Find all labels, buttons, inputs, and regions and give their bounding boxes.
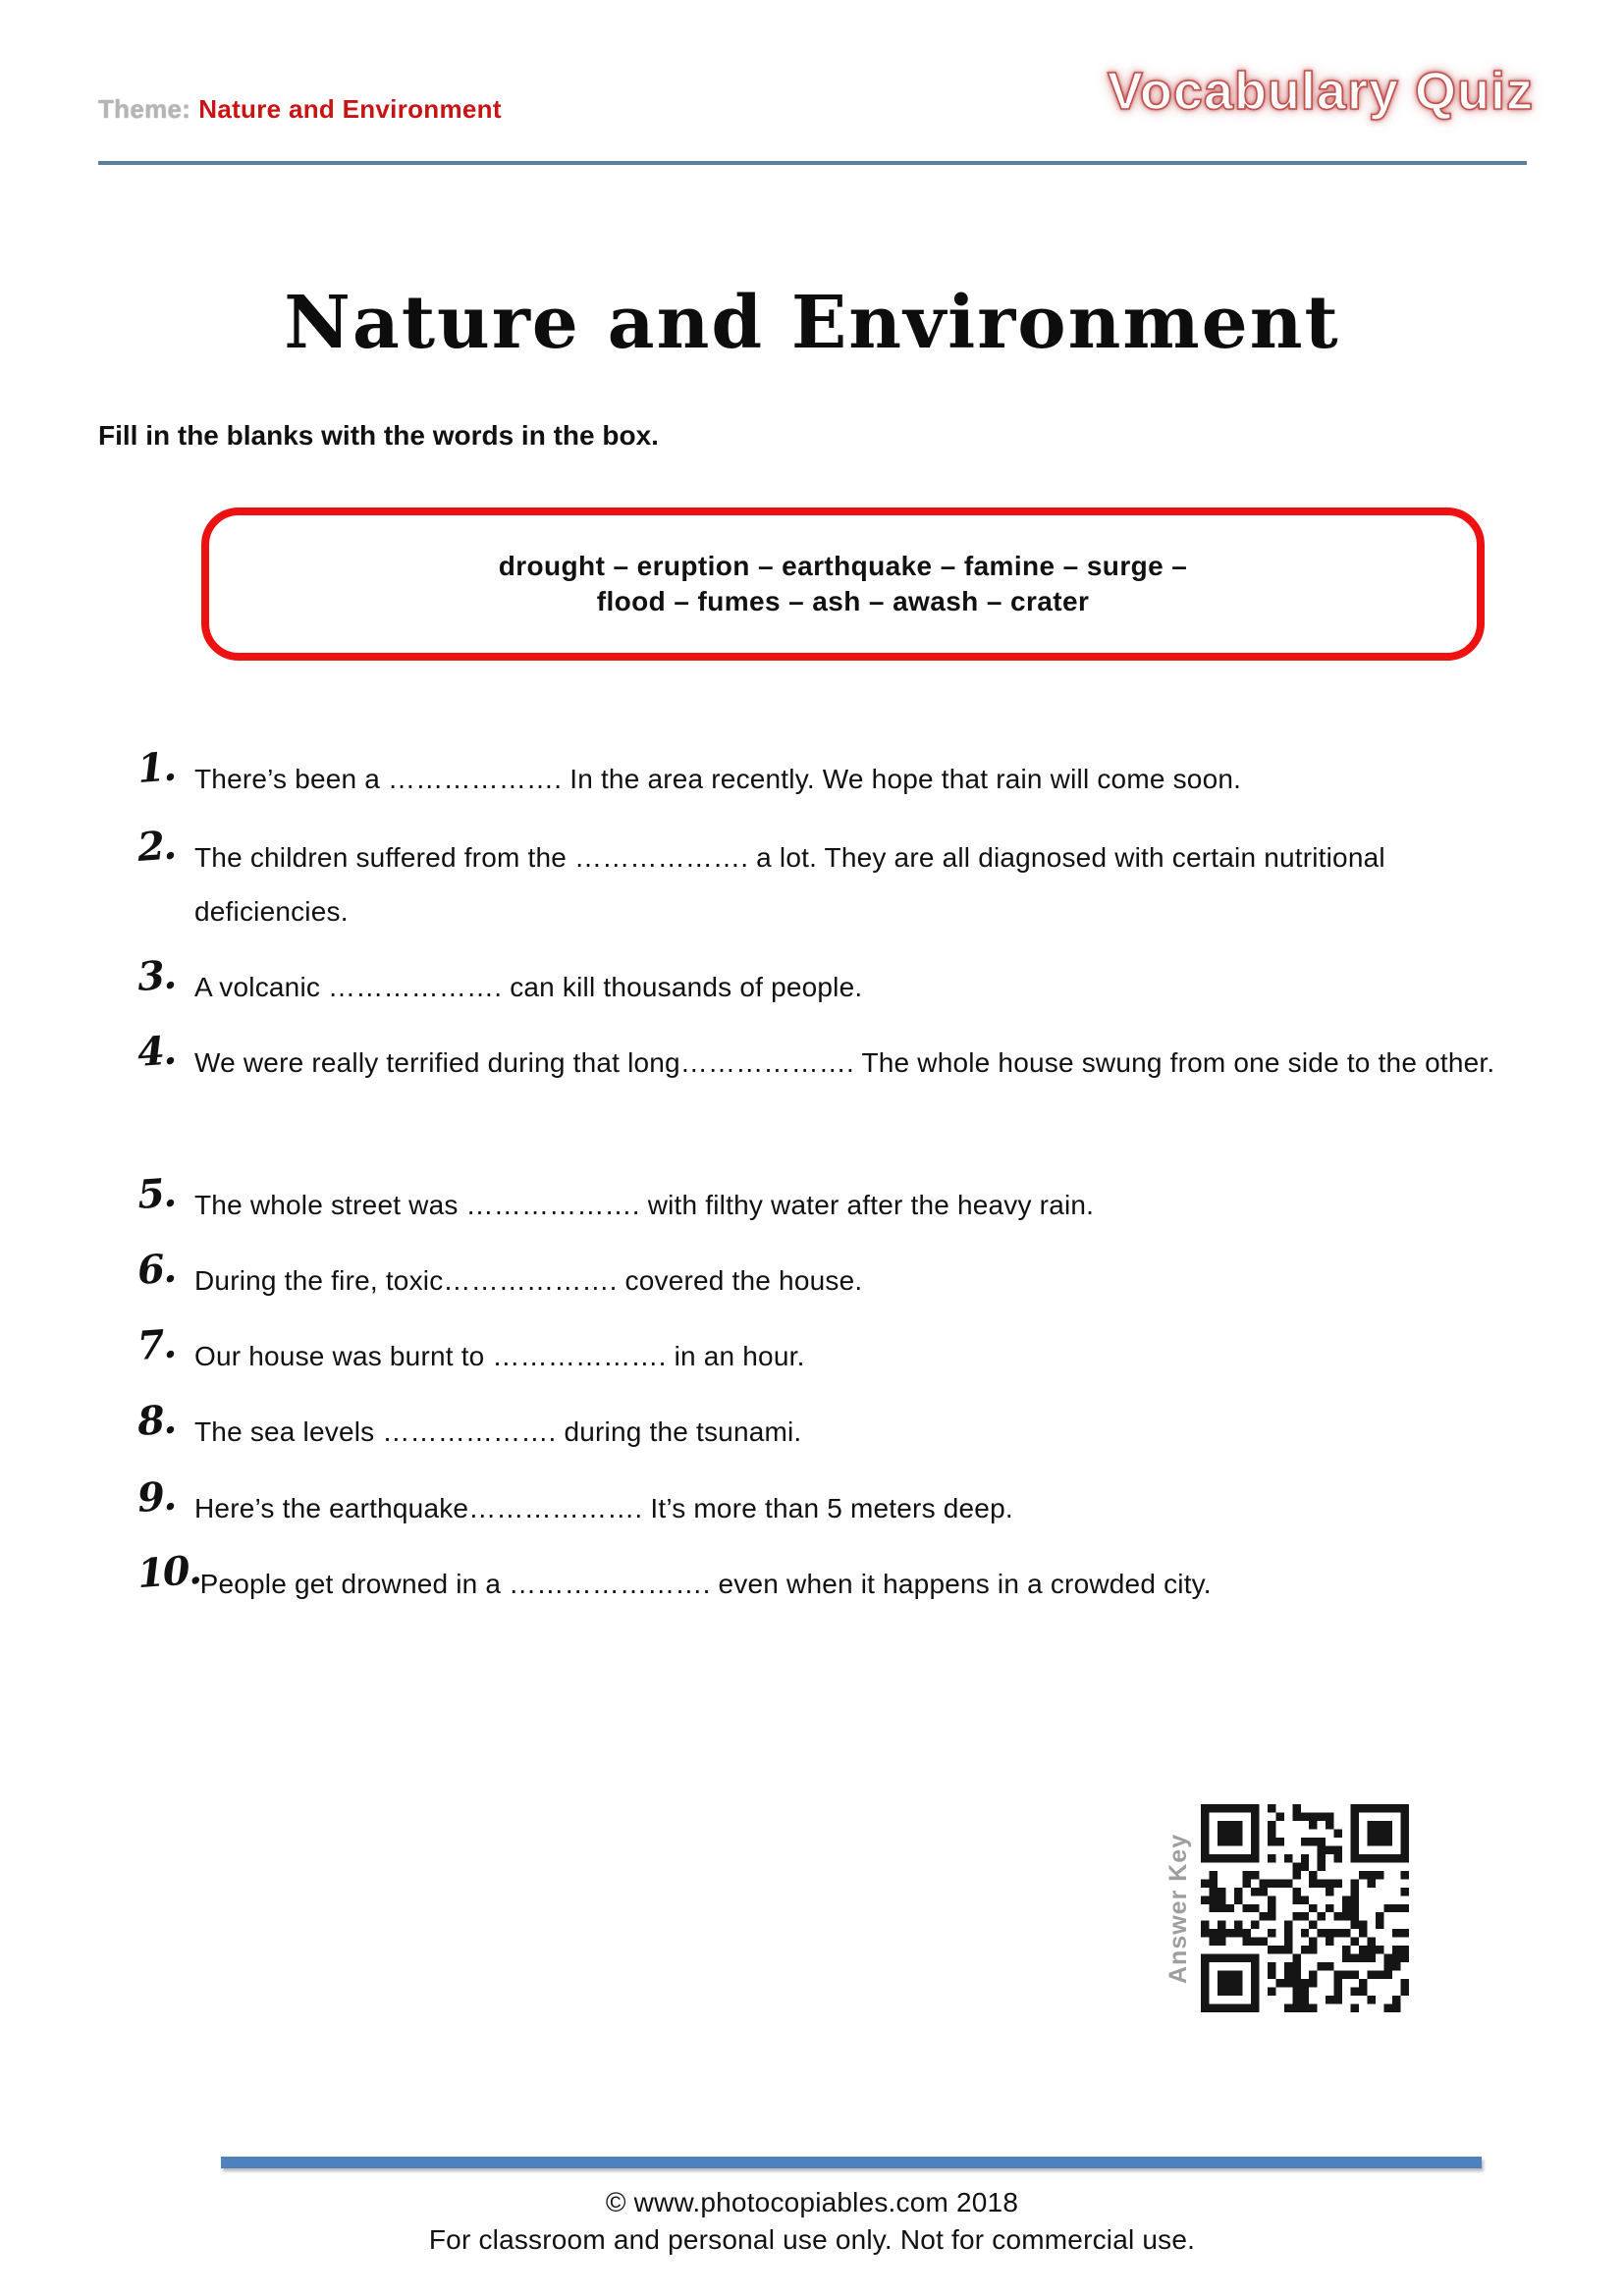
word-bank-box	[201, 507, 1485, 661]
question-text: Our house was burnt to ………………. in an hour.	[194, 1341, 805, 1371]
instruction-text: Fill in the blanks with the words in the box.	[98, 420, 659, 451]
question-text: People get drowned in a …………………. even when it happens in a crowded city.	[199, 1569, 1212, 1599]
question-item-7	[135, 1320, 1512, 1383]
header-divider	[98, 161, 1527, 165]
theme-value: Nature and Environment	[198, 94, 502, 124]
question-item-6	[135, 1245, 1512, 1308]
vocabulary-quiz-wordmark: Vocabulary Quiz	[1107, 62, 1534, 121]
question-item-10	[135, 1546, 1512, 1611]
word-bank-line-2: flood – fumes – ash – awash – crater	[596, 586, 1090, 616]
question-number: 4.	[135, 1027, 177, 1076]
question-number: 8.	[135, 1396, 177, 1445]
question-item-3	[135, 951, 1512, 1014]
question-text: The children suffered from the ………………. a lot. They are all diagnosed with certain nutritional deficiencies.	[194, 842, 1385, 927]
theme-label: Theme:	[98, 94, 191, 124]
footer-copyright: © www.photocopiables.com 2018	[605, 2187, 1019, 2217]
question-item-1	[135, 743, 1512, 806]
question-item-4	[135, 1027, 1512, 1090]
question-number: 3.	[135, 951, 177, 1000]
worksheet-title: Nature and Environment	[284, 281, 1340, 365]
footer-divider-bar	[221, 2157, 1482, 2168]
question-item-8	[135, 1396, 1512, 1459]
footer-license: For classroom and personal use only. Not for commercial use.	[428, 2224, 1196, 2255]
question-number: 9.	[135, 1472, 177, 1522]
question-text: There’s been a ………………. In the area recently. We hope that rain will come soon.	[194, 764, 1242, 794]
question-text: A volcanic ………………. can kill thousands of people.	[194, 972, 863, 1002]
question-text: The sea levels ………………. during the tsunami.	[194, 1416, 802, 1447]
question-number: 5.	[135, 1169, 177, 1218]
question-text: Here’s the earthquake………………. It’s more than 5 meters deep.	[194, 1493, 1013, 1523]
question-item-9	[135, 1472, 1512, 1535]
word-bank-line-1: drought – eruption – earthquake – famine – surge –	[498, 551, 1188, 581]
question-number: 10.	[135, 1546, 202, 1598]
question-item-5	[135, 1169, 1512, 1232]
question-item-2	[135, 822, 1512, 938]
answer-key-qr-code-icon	[1201, 1804, 1409, 2012]
answer-key-block	[1164, 1804, 1409, 2012]
question-text: The whole street was ………………. with filthy water after the heavy rain.	[194, 1190, 1095, 1220]
question-number: 1.	[135, 743, 177, 792]
question-text: We were really terrified during that long………………. The whole house swung from one side to the other.	[194, 1047, 1495, 1078]
question-number: 2.	[135, 822, 177, 871]
question-number: 7.	[135, 1320, 177, 1369]
answer-key-label: Answer Key	[1164, 1833, 1192, 1984]
question-number: 6.	[135, 1245, 177, 1294]
question-text: During the fire, toxic………………. covered the house.	[194, 1265, 863, 1296]
theme-line	[98, 94, 502, 125]
